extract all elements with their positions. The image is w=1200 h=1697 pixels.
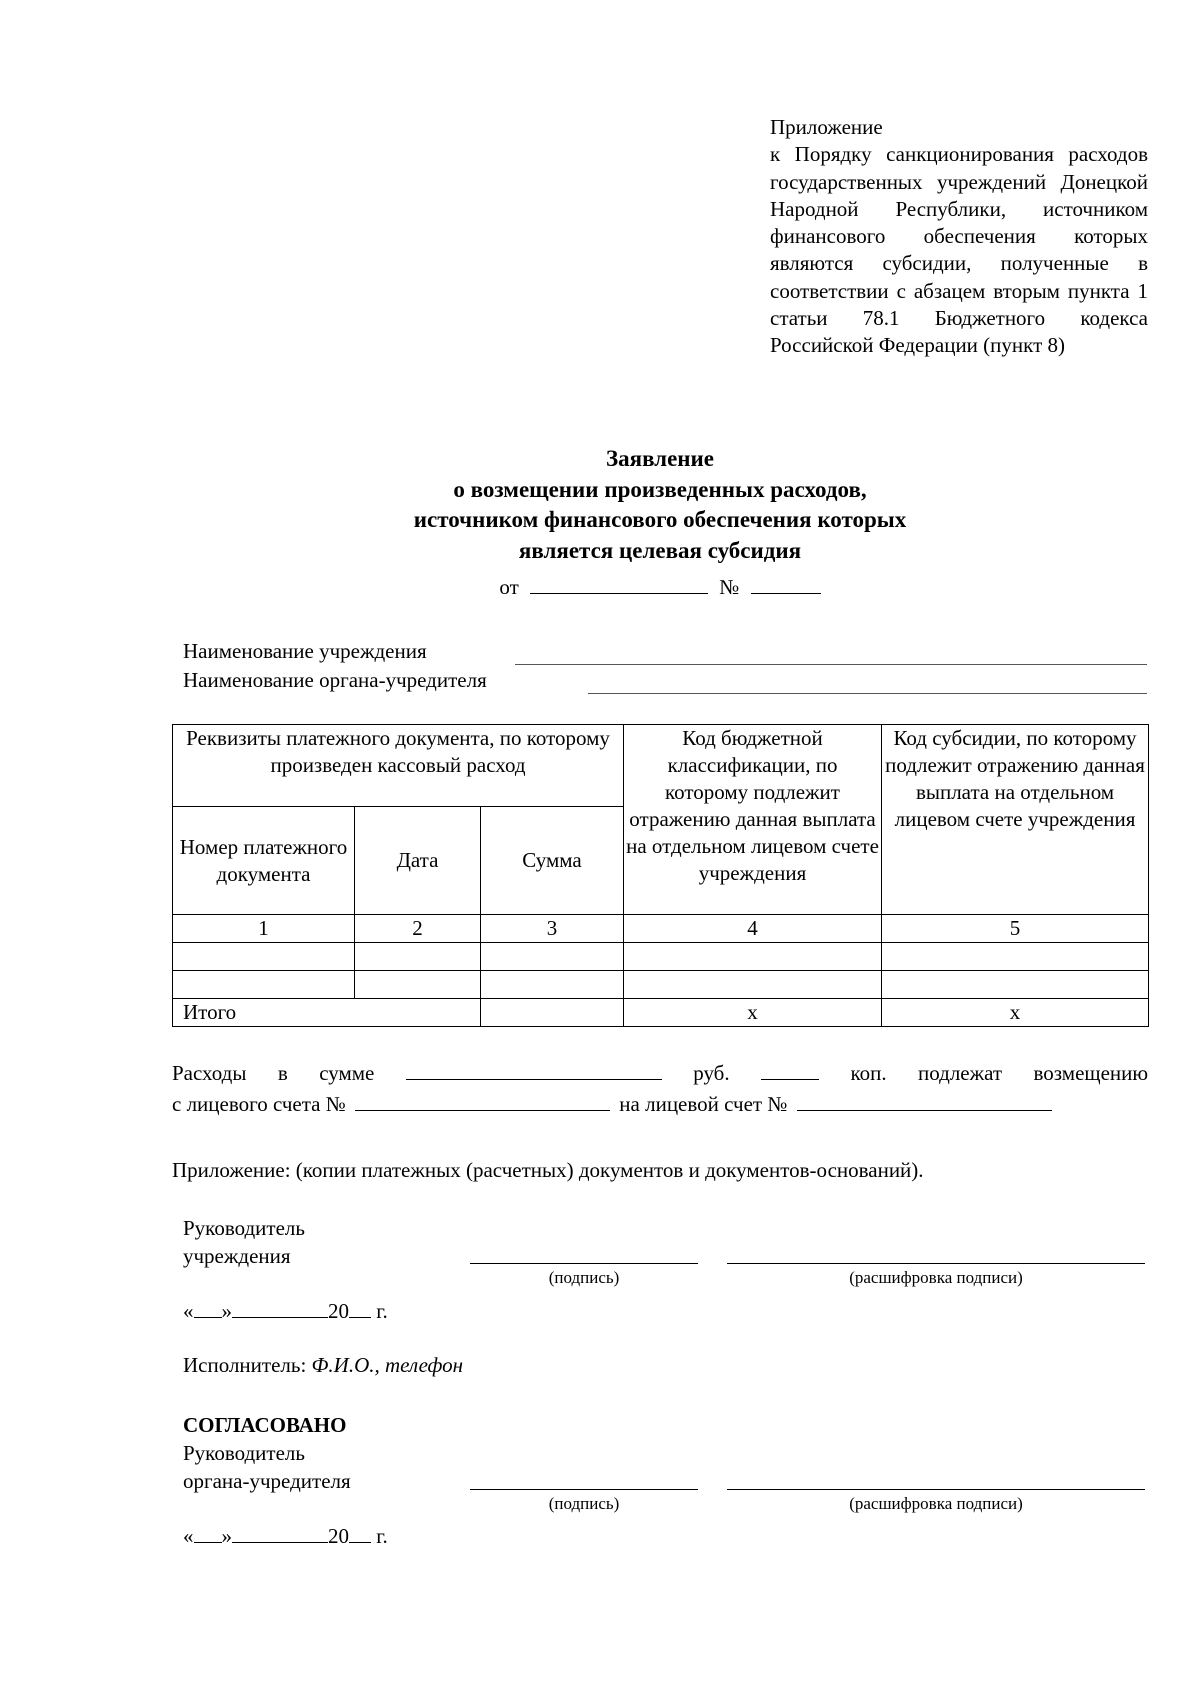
date-quote-open: « [183, 1524, 194, 1548]
payment-doc-group-header: Реквизиты платежного документа, по которому произведен кассовый расход [173, 725, 624, 807]
month-blank[interactable] [232, 1521, 328, 1543]
institution-blank[interactable] [515, 664, 1147, 665]
cell-empty[interactable] [355, 971, 481, 999]
to-account-blank[interactable] [797, 1089, 1052, 1111]
executor-label: Исполнитель: [183, 1353, 307, 1377]
budget-code-header: Код бюджетной классификации, по которому подлежит отражению данная выплата на отдельном лицевом счете учреждения [624, 725, 882, 915]
total-x-subsidy: х [882, 999, 1149, 1027]
sum-kop-blank[interactable] [761, 1058, 819, 1080]
date-quote-close: » [221, 1299, 232, 1323]
expenses-word: в [277, 1061, 288, 1085]
approved-date-line [183, 1521, 388, 1551]
cell-empty[interactable] [624, 971, 882, 999]
doc-number-header: Номер платежного документа [173, 807, 355, 915]
table-row [173, 971, 1149, 999]
expenses-word: сумме [319, 1061, 375, 1085]
institution-label: Наименование учреждения [183, 639, 427, 663]
approved-signature-blank[interactable] [470, 1489, 698, 1490]
col-number-4: 4 [624, 915, 882, 943]
total-x-budget: х [624, 999, 882, 1027]
column-numbers-row [173, 915, 1149, 943]
expenses-word: возмещению [1033, 1061, 1149, 1085]
approved-role-line-1: Руководитель [183, 1441, 305, 1465]
col-number-5: 5 [882, 915, 1149, 943]
approved-heading: СОГЛАСОВАНО [183, 1413, 347, 1437]
month-blank[interactable] [232, 1296, 328, 1318]
year-blank[interactable] [349, 1521, 371, 1543]
executor-line [183, 1350, 463, 1380]
year-suffix: г. [376, 1299, 388, 1323]
expenses-line-2 [172, 1089, 1148, 1120]
head-signature-caption: (подпись) [548, 1268, 620, 1287]
head-role [183, 1214, 305, 1270]
founder-label: Наименование органа-учредителя [183, 668, 487, 692]
year-blank[interactable] [349, 1296, 371, 1318]
approved-decoding-caption: (расшифровка подписи) [849, 1494, 1023, 1513]
cell-empty[interactable] [173, 943, 355, 971]
appendix-text: к Порядку санкционирования расходов государственных учреждений Донецкой Народной Республики, источником финансового обеспечения которых являются субсидии, полученные в соответствии с абзацем вторым пункта 1 статьи 78.1 Бюджетного кодекса Российской Федерации (пункт 8) [770, 142, 1148, 358]
head-decoding-blank[interactable] [727, 1263, 1145, 1264]
date-quote-close: » [221, 1524, 232, 1548]
table-row [173, 943, 1149, 971]
cell-empty[interactable] [624, 943, 882, 971]
year-prefix: 20 [328, 1299, 349, 1323]
document-title [300, 444, 1020, 566]
approved-signature-caption: (подпись) [548, 1494, 620, 1513]
head-signature-blank[interactable] [470, 1263, 698, 1264]
date-quote-open: « [183, 1299, 194, 1323]
sum-header: Сумма [481, 807, 624, 915]
from-account-label: с лицевого счета № [172, 1092, 346, 1116]
year-suffix: г. [376, 1524, 388, 1548]
head-role-line-1: Руководитель [183, 1216, 305, 1240]
appendix-note [770, 114, 1148, 360]
cell-empty[interactable] [481, 971, 624, 999]
date-number-line [300, 572, 1020, 602]
expenses-word: подлежат [918, 1061, 1003, 1085]
from-label: от [499, 575, 519, 599]
cell-empty[interactable] [173, 971, 355, 999]
approved-block [183, 1411, 351, 1495]
head-role-line-2: учреждения [183, 1244, 291, 1268]
col-number-3: 3 [481, 915, 624, 943]
executor-value: Ф.И.О., телефон [311, 1353, 464, 1377]
date-header: Дата [355, 807, 481, 915]
cell-empty[interactable] [882, 971, 1149, 999]
number-blank[interactable] [751, 572, 821, 594]
rub-label: руб. [693, 1061, 730, 1085]
day-blank[interactable] [194, 1521, 222, 1543]
subsidy-code-header: Код субсидии, по которому подлежит отражению данная выплата на отдельном лицевом счете учреждения [882, 725, 1149, 915]
year-prefix: 20 [328, 1524, 349, 1548]
head-date-line [183, 1296, 388, 1326]
expenses-line-1 [172, 1058, 1148, 1089]
col-number-1: 1 [173, 915, 355, 943]
sum-rub-blank[interactable] [406, 1058, 662, 1080]
kop-label: коп. [850, 1061, 887, 1085]
expenses-word: Расходы [172, 1061, 247, 1085]
title-line-4: является целевая субсидия [518, 537, 802, 563]
payment-table [172, 724, 1149, 1027]
head-decoding-caption: (расшифровка подписи) [849, 1268, 1023, 1287]
day-blank[interactable] [194, 1296, 222, 1318]
total-row [173, 999, 1149, 1027]
approved-role-line-2: органа-учредителя [183, 1469, 351, 1493]
approved-decoding-blank[interactable] [727, 1489, 1145, 1490]
title-line-2: о возмещении произведенных расходов, [453, 476, 867, 502]
cell-empty[interactable] [882, 943, 1149, 971]
founder-blank[interactable] [588, 693, 1147, 694]
cell-empty[interactable] [355, 943, 481, 971]
from-account-blank[interactable] [355, 1089, 610, 1111]
title-line-3: источником финансового обеспечения которых [413, 507, 907, 532]
total-sum-cell[interactable] [481, 999, 624, 1027]
col-number-2: 2 [355, 915, 481, 943]
to-account-label: на лицевой счет № [619, 1092, 788, 1116]
total-label: Итого [173, 999, 481, 1027]
title-line-1: Заявление [605, 446, 715, 471]
number-sign: № [719, 575, 740, 599]
date-blank[interactable] [530, 572, 708, 594]
appendix-heading: Приложение [770, 115, 883, 139]
attachment-note: Приложение: (копии платежных (расчетных) документов и документов-оснований). [172, 1158, 924, 1182]
cell-empty[interactable] [481, 943, 624, 971]
